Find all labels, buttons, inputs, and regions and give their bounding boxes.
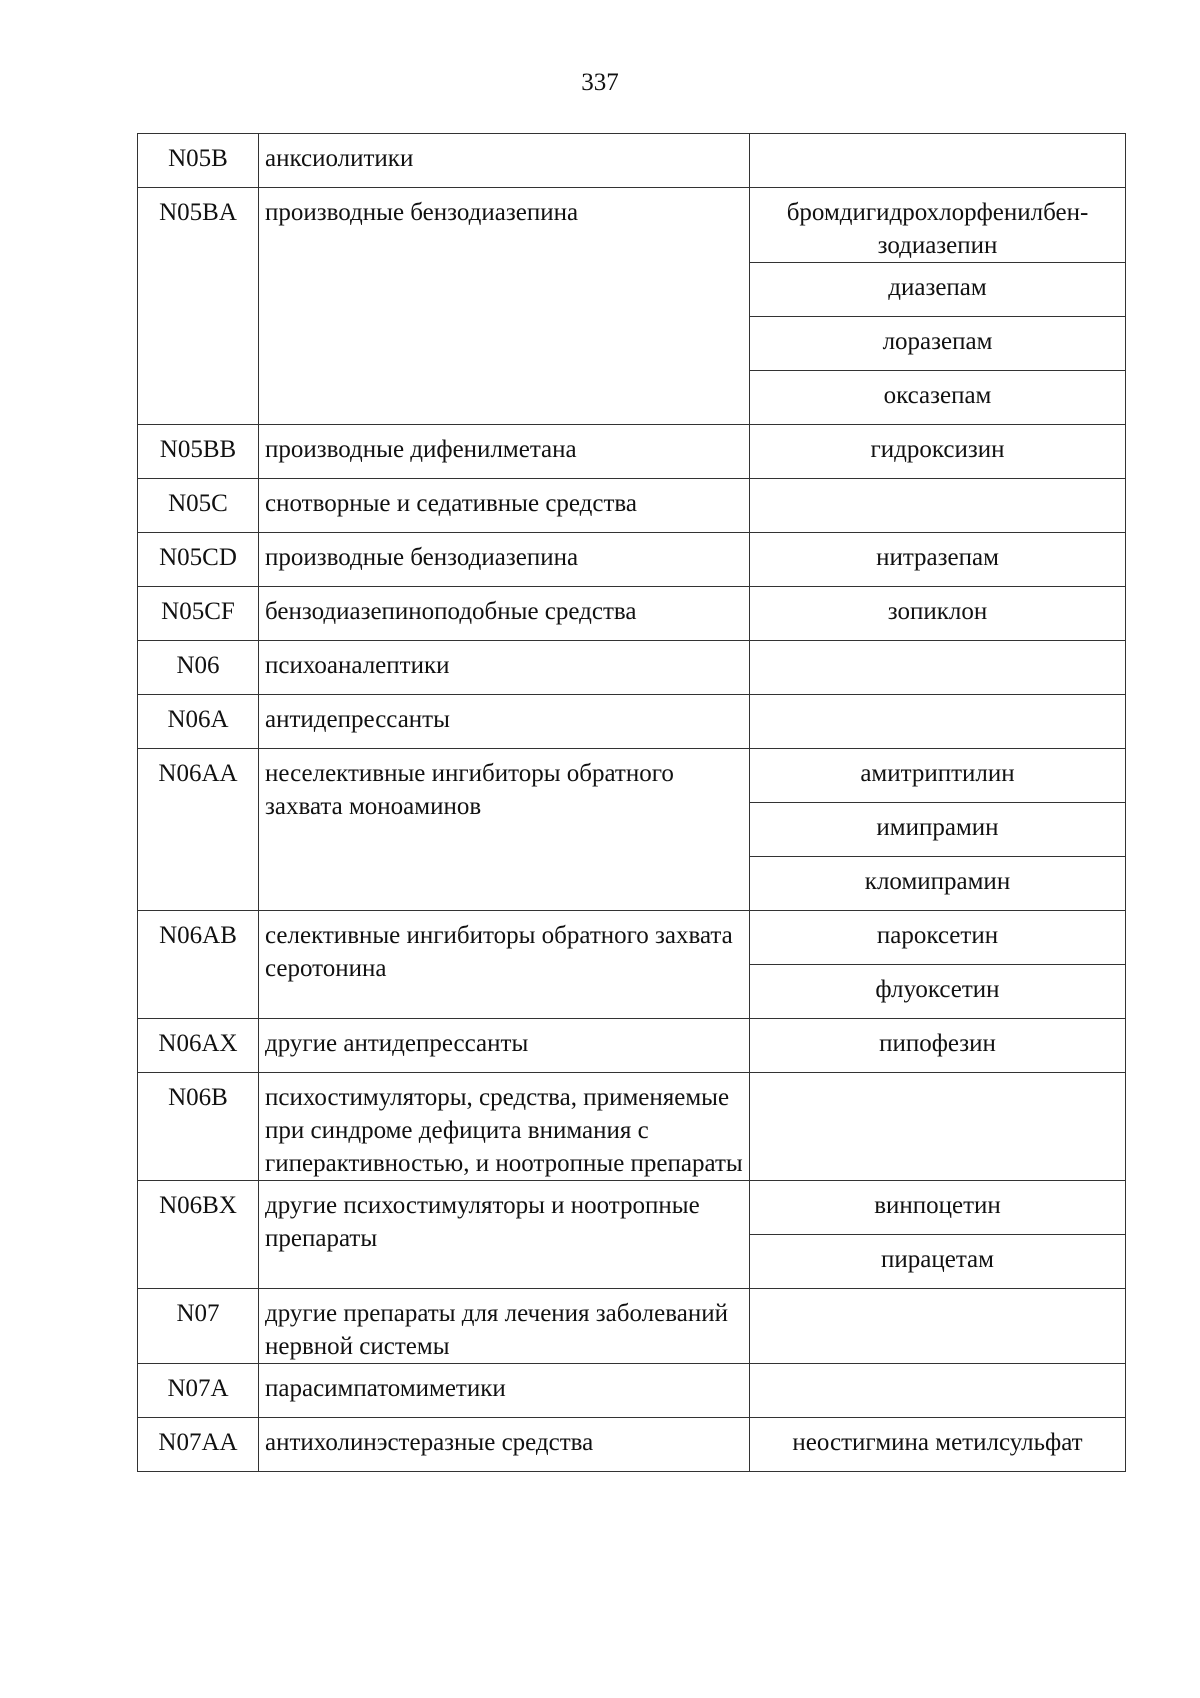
table-row [138, 188, 1126, 263]
drug-name-cell: лоразепам [750, 317, 1126, 371]
atc-code-cell: N07 [138, 1289, 259, 1364]
group-name-cell: производные бензодиазепина [259, 188, 750, 425]
drug-name-cell: диазепам [750, 263, 1126, 317]
atc-code-cell: N05C [138, 479, 259, 533]
table-row [138, 1418, 1126, 1472]
atc-code-cell: N06AB [138, 911, 259, 1019]
group-name-cell: психоаналептики [259, 641, 750, 695]
group-name-cell: селективные ингибиторы обратного захвата серотонина [259, 911, 750, 1019]
group-name-cell: антихолинэстеразные средства [259, 1418, 750, 1472]
group-name-cell: неселективные ингибиторы обратного захвата моноаминов [259, 749, 750, 911]
table-row [138, 479, 1126, 533]
atc-code-cell: N05BB [138, 425, 259, 479]
table-row [138, 911, 1126, 965]
table-row [138, 1019, 1126, 1073]
group-name-cell: другие антидепрессанты [259, 1019, 750, 1073]
atc-code-cell: N06A [138, 695, 259, 749]
group-name-cell: парасимпатомиметики [259, 1364, 750, 1418]
drug-name-cell: амитриптилин [750, 749, 1126, 803]
group-name-cell: бензодиазепиноподобные средства [259, 587, 750, 641]
table-row [138, 533, 1126, 587]
drug-name-cell: кломипрамин [750, 857, 1126, 911]
drug-name-cell [750, 1289, 1126, 1364]
table-row [138, 641, 1126, 695]
table-row [138, 1289, 1126, 1364]
atc-code-cell: N05CF [138, 587, 259, 641]
group-name-cell: анксиолитики [259, 134, 750, 188]
table-row [138, 1364, 1126, 1418]
group-name-cell: психостимуляторы, средства, применяемые при синдроме дефицита внимания с гиперактивностью, и ноотропные препараты [259, 1073, 750, 1181]
drug-name-cell [750, 695, 1126, 749]
drug-name-cell: бромдигидрохлорфенилбен-зодиазепин [750, 188, 1126, 263]
drug-name-cell: пирацетам [750, 1235, 1126, 1289]
drug-name-cell: пипофезин [750, 1019, 1126, 1073]
table-row [138, 749, 1126, 803]
group-name-cell: снотворные и седативные средства [259, 479, 750, 533]
atc-drug-table [137, 133, 1126, 1472]
atc-code-cell: N07A [138, 1364, 259, 1418]
group-name-cell: антидепрессанты [259, 695, 750, 749]
atc-code-cell: N05BA [138, 188, 259, 425]
group-name-cell: другие препараты для лечения заболеваний нервной системы [259, 1289, 750, 1364]
group-name-cell: производные дифенилметана [259, 425, 750, 479]
drug-name-cell [750, 1073, 1126, 1181]
drug-name-cell [750, 641, 1126, 695]
drug-name-cell [750, 134, 1126, 188]
drug-name-cell: гидроксизин [750, 425, 1126, 479]
table-row [138, 695, 1126, 749]
drug-name-cell [750, 1364, 1126, 1418]
atc-code-cell: N06 [138, 641, 259, 695]
group-name-cell: другие психостимуляторы и ноотропные препараты [259, 1181, 750, 1289]
atc-code-cell: N05CD [138, 533, 259, 587]
atc-code-cell: N06AA [138, 749, 259, 911]
table-row [138, 1181, 1126, 1235]
drug-name-cell: нитразепам [750, 533, 1126, 587]
table-row [138, 425, 1126, 479]
drug-name-cell: оксазепам [750, 371, 1126, 425]
atc-code-cell: N06AX [138, 1019, 259, 1073]
drug-name-cell: винпоцетин [750, 1181, 1126, 1235]
atc-code-cell: N07AA [138, 1418, 259, 1472]
drug-name-cell: пароксетин [750, 911, 1126, 965]
drug-name-cell [750, 479, 1126, 533]
drug-name-cell: флуоксетин [750, 965, 1126, 1019]
atc-code-cell: N05B [138, 134, 259, 188]
table-row [138, 1073, 1126, 1181]
drug-name-cell: неостигмина метилсульфат [750, 1418, 1126, 1472]
table-row [138, 134, 1126, 188]
group-name-cell: производные бензодиазепина [259, 533, 750, 587]
page-number: 337 [581, 69, 619, 96]
atc-table-body [138, 134, 1126, 1472]
drug-name-cell: зопиклон [750, 587, 1126, 641]
table-row [138, 587, 1126, 641]
atc-code-cell: N06BX [138, 1181, 259, 1289]
atc-code-cell: N06B [138, 1073, 259, 1181]
drug-name-cell: имипрамин [750, 803, 1126, 857]
